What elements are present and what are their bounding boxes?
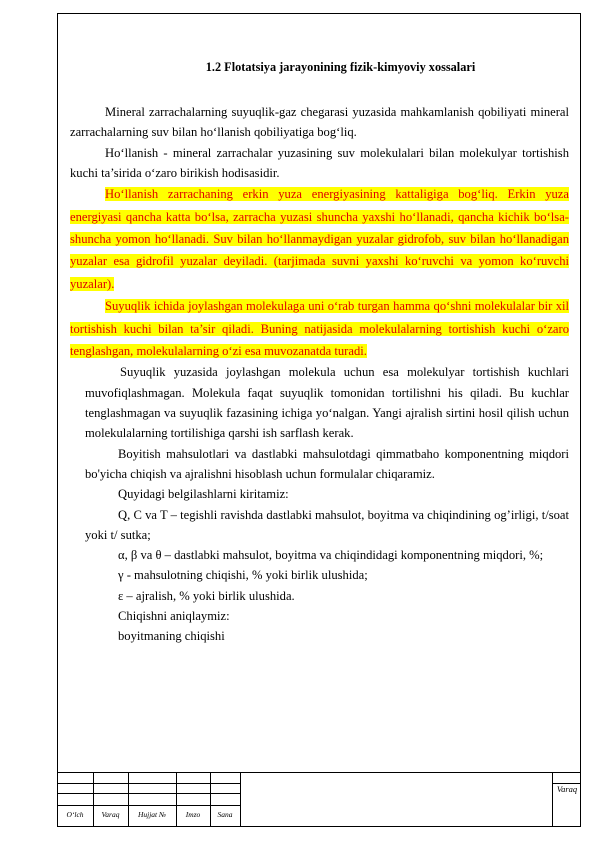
stamp-varaq-label: Varaq	[556, 784, 578, 794]
paragraph-7: Quyidagi belgilashlarni kiritamiz:	[118, 487, 289, 502]
paragraph-5: Suyuqlik yuzasida joylashgan molekula uchun esa molekulyar tortishish kuchlari muvofiqlashmagan. Molekula faqat suyuqlik tomonidan tortilishni his qiladi. Bu kuchlar tenglashmagan va suyuqlik fazasining ichiga yo‘nalgan. Yangi ajralish sirtini hosil qilish uchun molekulalarning tortilishiga qarshi ish sarflash kerak.	[85, 365, 569, 441]
highlighted-block	[70, 183, 569, 362]
section-heading: 1.2 Flotatsiya jarayonining fizik-kimyoviy xossalari	[205, 60, 476, 74]
stamp-col-imzo: Imzo	[185, 810, 201, 819]
paragraph-3-highlighted	[70, 183, 569, 295]
stamp-col-varaq: Varaq	[101, 810, 120, 819]
stamp-col-hujjat: Hujjat №	[137, 810, 167, 819]
paragraph-6: Boyitish mahsulotlari va dastlabki mahsulotdagi qimmatbaho komponentning miqdori bo'yicha chiqish va ajralishni hisoblash uchun formulalar chiqaramiz.	[85, 446, 569, 481]
paragraph-4-highlighted	[70, 295, 569, 362]
paragraph-10: γ - mahsulotning chiqishi, % yoki birlik ulushida;	[118, 568, 368, 583]
paragraph-12: Chiqishni aniqlaymiz:	[118, 609, 230, 623]
paragraph-2: Ho‘llanish - mineral zarrachalar yuzasining suv molekulalari bilan molekulyar tortishish kuchi ta’sirida o‘zaro birikish hodisasidir.	[70, 145, 569, 180]
stamp-col-olch: O‘lch	[66, 810, 84, 819]
highlight-text-4: Suyuqlik ichida joylashgan molekulaga uni o‘rab turgan hamma qo‘shni molekulalar bir xil tortishish kuchi bilan ta’sir qiladi. Buning natijasida molekulalarning tortishish kuchi o‘zaro tenglashgan, molekulalarning o‘zi esa muvozanatda turadi.	[70, 299, 569, 359]
document-body	[70, 58, 569, 647]
paragraph-11: ε – ajralish, % yoki birlik ulushida.	[118, 588, 295, 603]
highlight-text-3: Ho‘llanish zarrachaning erkin yuza energiyasining kattaligiga bog‘liq. Erkin yuza energiyasi qancha katta bo‘lsa, zarracha yuzasi shuncha yaxshi ho‘llanadi, qancha kichik bo‘lsa-shuncha yomon ho‘llanadi. Suv bilan ho‘llanmaydigan yuzalar gidrofob, suv bilan ho‘llanadigan yuzalar esa gidrofil yuzalar deyiladi. (tarjimada suvni yaxshi ko‘ruvchi va yomon ko‘ruvchi yuzalar).	[70, 187, 569, 291]
paragraph-9: α, β va θ – dastlabki mahsulot, boyitma va chiqindidagi komponentning miqdori, %;	[118, 548, 544, 563]
paragraph-13: boyitmaning chiqishi	[118, 629, 225, 644]
stamp-col-sana: Sana	[217, 810, 233, 819]
paragraph-1: Mineral zarrachalarning suyuqlik-gaz chegarasi yuzasida mahkamlanish qobiliyati mineral zarrachalarning suv bilan ho‘llanish qobiliyatiga bog‘liq.	[70, 105, 569, 140]
indented-block	[70, 362, 569, 646]
title-block-stamp	[57, 772, 581, 827]
paragraph-8: Q, C va T – tegishli ravishda dastlabki mahsulot, boyitma va chiqindining og’irligi, t/soat yoki t/ sutka;	[85, 507, 569, 542]
